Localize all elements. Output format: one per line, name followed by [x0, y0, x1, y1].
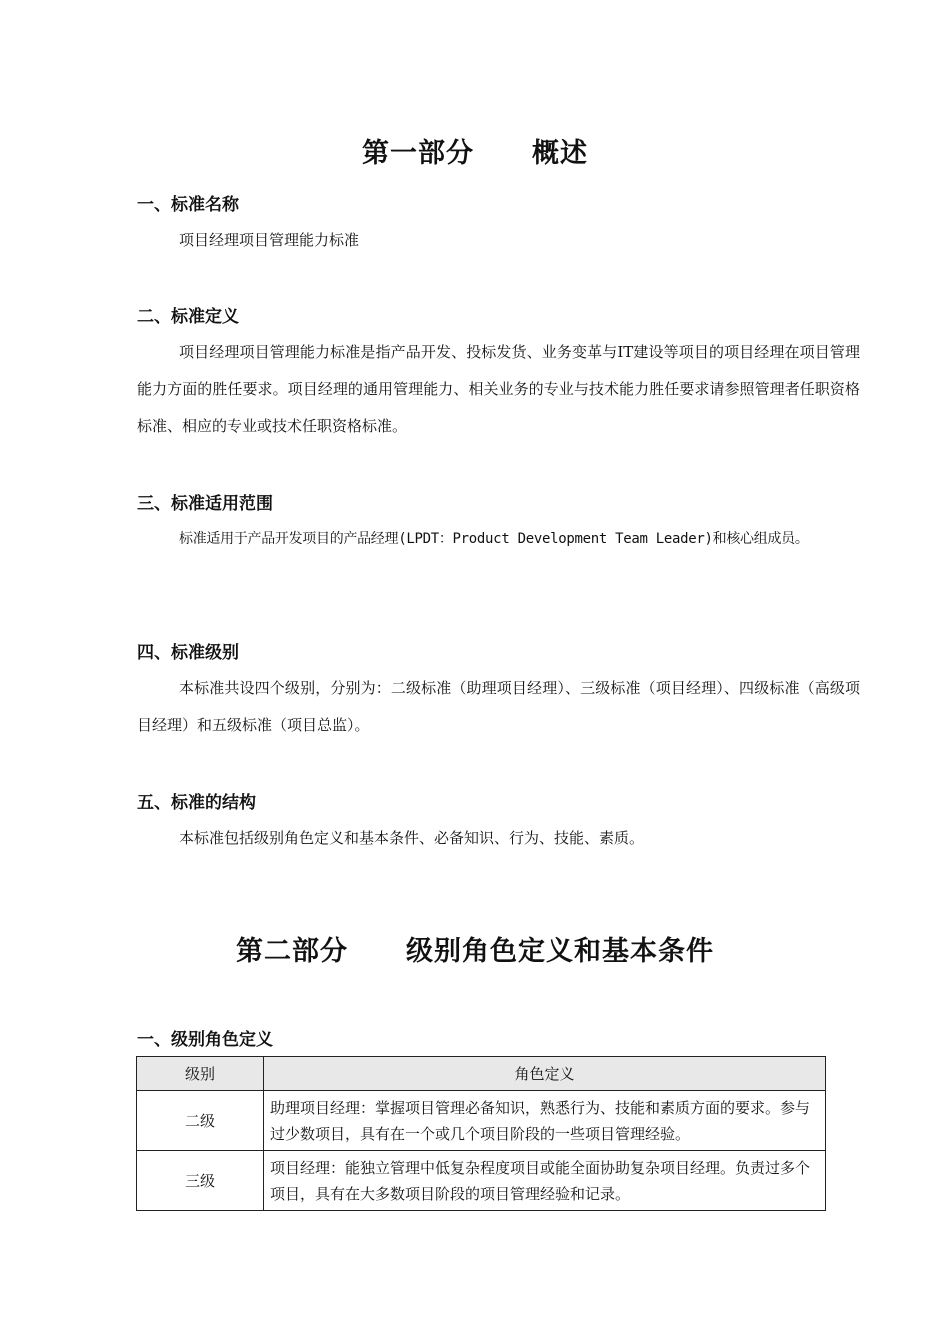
column-header-level: 级别	[137, 1057, 264, 1091]
table-header-row	[137, 1057, 826, 1091]
table-row	[137, 1091, 826, 1151]
definition-cell: 助理项目经理：掌握项目管理必备知识，熟悉行为、技能和素质方面的要求。参与过少数项目，具有在一个或几个项目阶段的一些项目管理经验。	[264, 1091, 826, 1151]
section-heading: 五、标准的结构	[137, 793, 256, 813]
level-cell: 二级	[137, 1091, 264, 1151]
section-body: 标准适用于产品开发项目的产品经理(LPDT：Product Development Team Leader)和核心组成员。	[179, 531, 809, 547]
column-header-definition: 角色定义	[264, 1057, 826, 1091]
section-heading: 一、级别角色定义	[137, 1030, 273, 1050]
section-body: 项目经理项目管理能力标准	[179, 231, 360, 249]
part1-title	[0, 131, 950, 170]
part2-title	[0, 929, 950, 968]
table-row	[137, 1151, 826, 1211]
part2-title-number: 第二部分	[236, 936, 348, 967]
level-cell: 三级	[137, 1151, 264, 1211]
section-heading: 三、标准适用范围	[137, 494, 273, 514]
section-heading: 一、标准名称	[137, 195, 239, 215]
definition-cell: 项目经理：能独立管理中低复杂程度项目或能全面协助复杂项目经理。负责过多个项目，具有在大多数项目阶段的项目管理经验和记录。	[264, 1151, 826, 1211]
section-body: 本标准包括级别角色定义和基本条件、必备知识、行为、技能、素质。	[179, 829, 645, 847]
part1-title-number: 第一部分	[362, 138, 474, 169]
section-body: 本标准共设四个级别，分别为：二级标准（助理项目经理）、三级标准（项目经理）、四级标准（高级项目经理）和五级标准（项目总监）。	[137, 679, 860, 734]
section-heading: 二、标准定义	[137, 307, 239, 327]
section-heading: 四、标准级别	[137, 643, 239, 663]
role-definition-table	[136, 1056, 826, 1211]
section-body: 项目经理项目管理能力标准是指产品开发、投标发货、业务变革与IT建设等项目的项目经理在项目管理能力方面的胜任要求。项目经理的通用管理能力、相关业务的专业与技术能力胜任要求请参照管理者任职资格标准、相应的专业或技术任职资格标准。	[137, 343, 860, 435]
part2-title-text: 级别角色定义和基本条件	[406, 936, 714, 967]
part1-title-text: 概述	[532, 138, 588, 169]
